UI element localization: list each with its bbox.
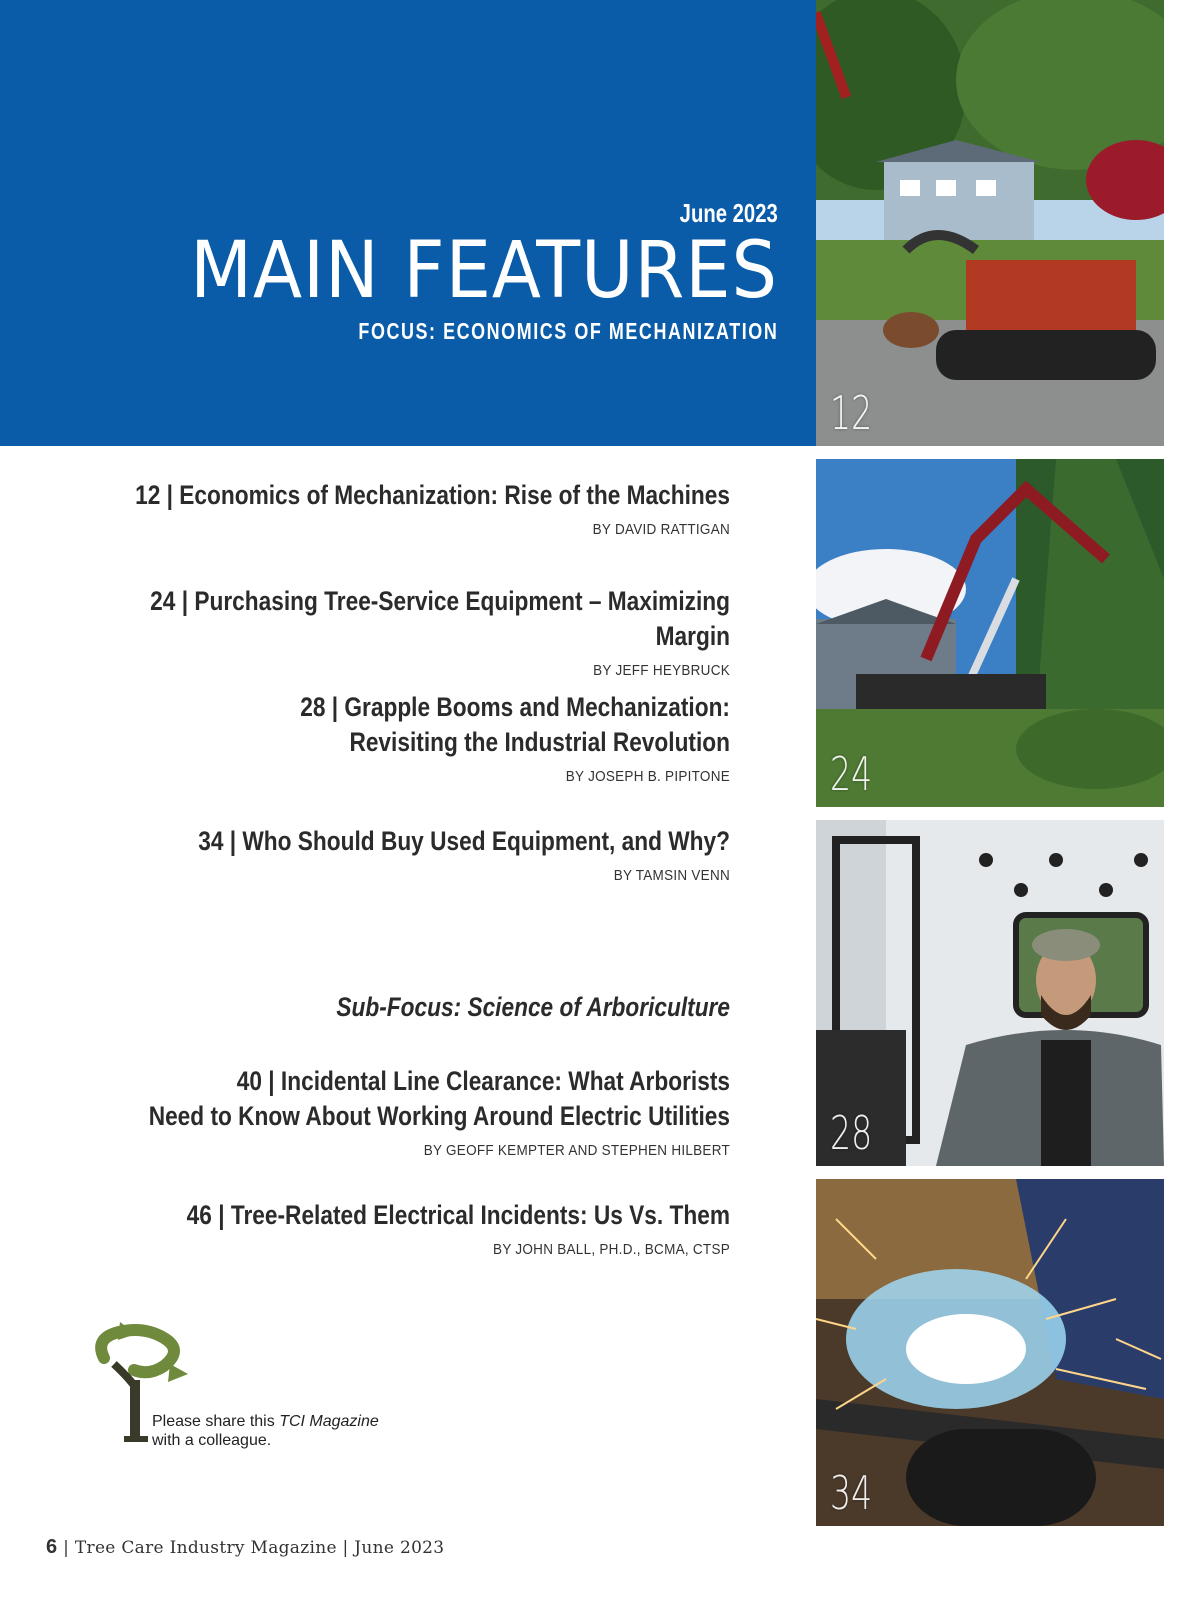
share-line1-prefix: Please share this — [152, 1413, 280, 1430]
page-footer — [46, 1536, 444, 1559]
article-author: BY TAMSIN VENN — [613, 867, 730, 884]
article-entry[interactable] — [10, 1198, 730, 1258]
photo-number: 34 — [830, 1466, 873, 1520]
article-title[interactable]: 34 | Who Should Buy Used Equipment, and Why? — [198, 826, 731, 856]
article-title-continued[interactable]: Need to Know About Working Around Electric Utilities — [148, 1101, 731, 1131]
share-magazine-name: TCI Magazine — [279, 1413, 379, 1430]
issue-date: June 2023 — [679, 198, 778, 228]
article-author: BY JOSEPH B. PIPITONE — [565, 768, 730, 785]
focus-subtitle: FOCUS: ECONOMICS OF MECHANIZATION — [358, 318, 778, 344]
subfocus-heading: Sub-Focus: Science of Arboriculture — [336, 992, 730, 1022]
article-title[interactable]: 24 | Purchasing Tree-Service Equipment – Maximizing Margin — [150, 586, 730, 651]
article-entry[interactable] — [10, 584, 730, 679]
article-title[interactable]: 28 | Grapple Booms and Mechanization: — [300, 692, 730, 722]
share-block[interactable] — [84, 1318, 404, 1448]
article-author: BY JOHN BALL, PH.D., BCMA, CTSP — [493, 1241, 730, 1258]
photo-12 — [816, 0, 1164, 446]
page-number: 6 — [46, 1536, 58, 1558]
grapple-loader-photo — [816, 0, 1164, 446]
article-entry[interactable] — [10, 1064, 730, 1159]
share-line2: with a colleague. — [152, 1432, 272, 1449]
photo-number: 28 — [830, 1106, 873, 1160]
footer-text: | Tree Care Industry Magazine | June 2023 — [57, 1538, 445, 1558]
article-entry[interactable] — [10, 824, 730, 884]
photo-number: 24 — [830, 747, 873, 801]
article-entry[interactable] — [10, 690, 730, 785]
share-message — [152, 1412, 379, 1450]
article-title[interactable]: 40 | Incidental Line Clearance: What Arborists — [236, 1066, 730, 1096]
page-title: MAIN FEATURES — [190, 226, 778, 316]
photo-28 — [816, 820, 1164, 1166]
article-title[interactable]: 12 | Economics of Mechanization: Rise of the Machines — [135, 480, 731, 510]
photo-number: 12 — [830, 386, 873, 440]
article-author: BY DAVID RATTIGAN — [592, 521, 730, 538]
photo-34 — [816, 1179, 1164, 1526]
article-author: BY JEFF HEYBRUCK — [593, 662, 730, 679]
article-title-continued[interactable]: Revisiting the Industrial Revolution — [349, 727, 730, 757]
table-of-contents — [60, 0, 730, 1300]
article-title[interactable]: 46 | Tree-Related Electrical Incidents: Us Vs. Them — [186, 1200, 731, 1230]
article-entry[interactable] — [10, 478, 730, 538]
photo-24 — [816, 459, 1164, 807]
article-author: BY GEOFF KEMPTER AND STEPHEN HILBERT — [423, 1142, 730, 1159]
